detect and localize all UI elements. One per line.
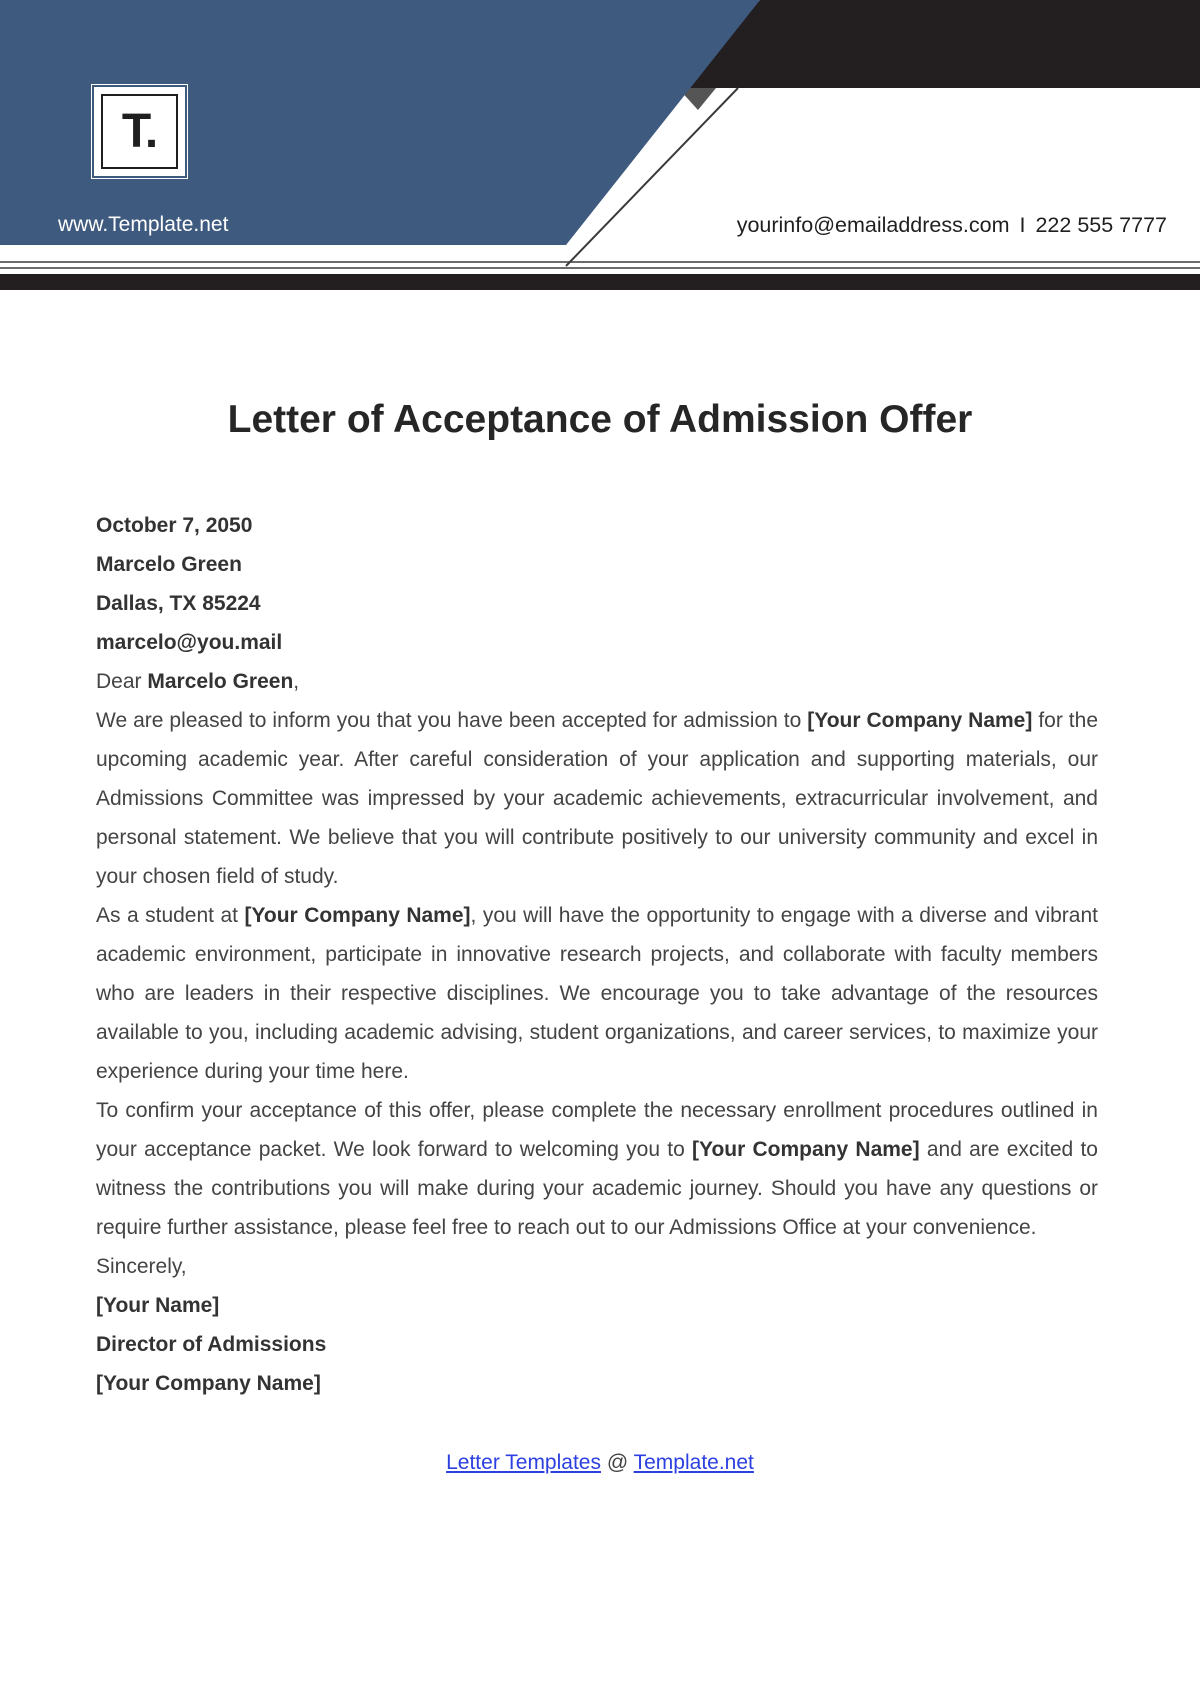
paragraph-1-text-a: We are pleased to inform you that you have been accepted for admission to	[96, 709, 802, 732]
paragraph-1-company: [Your Company Name]	[807, 709, 1033, 732]
recipient-city: Dallas, TX 85224	[96, 592, 261, 615]
paragraph-2-text-a: As a student at	[96, 904, 238, 927]
paragraph-1	[96, 701, 1098, 896]
letter-body	[96, 506, 1098, 1403]
signer-position: Director of Admissions	[96, 1333, 327, 1356]
contact-info	[737, 213, 1167, 238]
paragraph-2-text-b: , you will have the opportunity to engage with a diverse and vibrant academic environment, participate in innovative research projects, and collaborate with faculty members who are leaders in their respective disciplines. We encourage you to take advantage of the resources available to you, including academic advising, student organizations, and career services, to maximize your experience during your time here.	[96, 904, 1098, 1083]
paragraph-1-text-b: for the upcoming academic year. After careful consideration of your application and supporting materials, our Admissions Committee was impressed by your academic achievements, extracurricular involvement, and personal statement. We believe that you will contribute positively to our university community and excel in your chosen field of study.	[96, 709, 1098, 888]
logo-text: T.	[121, 105, 158, 158]
valediction: Sincerely,	[96, 1255, 187, 1278]
letter-date: October 7, 2050	[96, 514, 253, 537]
signer-company: [Your Company Name]	[96, 1372, 321, 1395]
paragraph-3-text-b: and are excited to witness the contributions you will make during your academic journey. Should you have any questions or require further assistance, please feel free to reach out to our Admissions Office at your convenience.	[96, 1138, 1098, 1239]
footer-at: @	[606, 1451, 629, 1474]
contact-separator: I	[1019, 213, 1026, 237]
signer-name: [Your Name]	[96, 1294, 220, 1317]
website-text: www.Template.net	[58, 213, 229, 236]
paragraph-3-text-a: To confirm your acceptance of this offer, please complete the necessary enrollment procedures outlined in your acceptance packet. We look forward to welcoming you to	[96, 1099, 1098, 1161]
salutation-name: Marcelo Green	[147, 670, 294, 693]
letter-templates-link[interactable]: Letter Templates	[446, 1451, 601, 1474]
paragraph-2-company: [Your Company Name]	[244, 904, 471, 927]
recipient-name: Marcelo Green	[96, 553, 242, 576]
letterhead	[0, 0, 1200, 300]
contact-email: yourinfo@emailaddress.com	[736, 213, 1010, 237]
salutation	[96, 662, 1098, 701]
logo	[95, 88, 184, 175]
paragraph-3-company: [Your Company Name]	[692, 1138, 920, 1161]
template-net-link[interactable]: Template.net	[633, 1451, 754, 1474]
header-rule-thick	[0, 274, 1200, 290]
contact-phone: 222 555 7777	[1035, 213, 1167, 237]
logo-frame	[101, 94, 178, 169]
letter-title: Letter of Acceptance of Admission Offer	[227, 398, 973, 441]
recipient-email: marcelo@you.mail	[96, 631, 283, 654]
dark-top-band	[678, 0, 1200, 88]
paragraph-3	[96, 1091, 1098, 1247]
paragraph-2	[96, 896, 1098, 1091]
salutation-prefix: Dear	[96, 670, 142, 693]
footer-credit	[0, 1443, 1200, 1482]
salutation-suffix: ,	[293, 670, 300, 693]
